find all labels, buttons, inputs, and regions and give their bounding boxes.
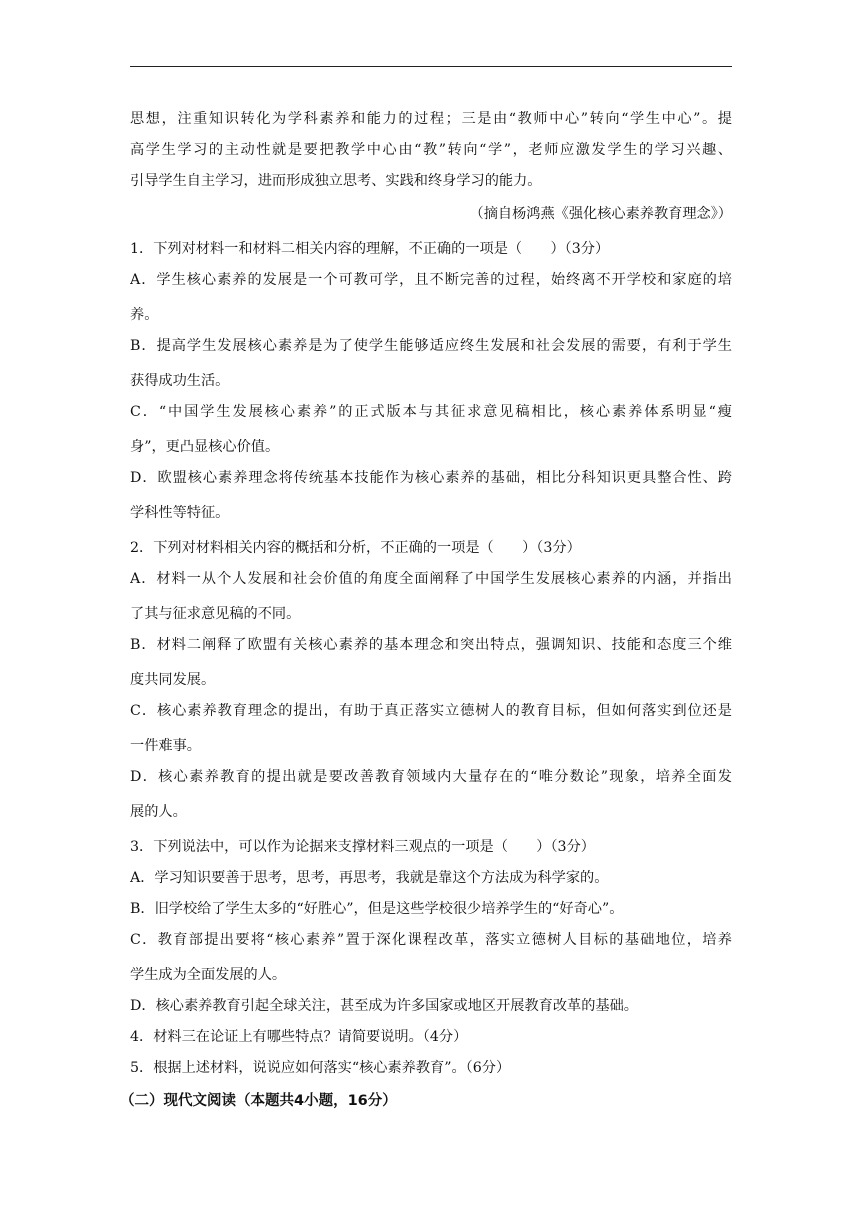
option-b bbox=[130, 331, 732, 397]
question-stem: 2．下列对材料相关内容的概括和分析，不正确的一项是（ ）（3分） bbox=[130, 540, 581, 556]
option-line: 身”，更凸显核心价值。 bbox=[130, 439, 280, 455]
option-line: 度共同发展。 bbox=[130, 672, 216, 688]
option-line: A．学生核心素养的发展是一个可教可学，且不断完善的过程，始终离不开学校和家庭的培 bbox=[130, 272, 732, 288]
question-5: 5．根据上述材料，说说应如何落实“核心素养教育”。（6分） bbox=[130, 1060, 511, 1076]
option-line: C．教育部提出要将“核心素养”置于深化课程改革，落实立德树人目标的基础地位，培养 bbox=[130, 932, 732, 948]
option-a bbox=[130, 564, 732, 630]
option-c bbox=[130, 925, 732, 991]
section-heading: （二）现代文阅读（本题共4小题，16分） bbox=[120, 1093, 397, 1109]
question-1 bbox=[130, 234, 732, 529]
option-line: A．材料一从个人发展和社会价值的角度全面阐释了中国学生发展核心素养的内涵，并指出 bbox=[130, 571, 732, 587]
question-4: 4．材料三在论证上有哪些特点？请简要说明。（4分） bbox=[130, 1029, 468, 1045]
question-stem: 1．下列对材料一和材料二相关内容的理解，不正确的一项是（ ）（3分） bbox=[130, 241, 610, 257]
option-line: D．核心素养教育的提出就是要改善教育领域内大量存在的“唯分数论”现象，培养全面发 bbox=[130, 769, 732, 785]
intro-line: 引导学生自主学习，进而形成独立思考、实践和终身学习的能力。 bbox=[130, 173, 542, 189]
option-line: 获得成功生活。 bbox=[130, 373, 230, 389]
option-a bbox=[130, 863, 732, 894]
option-line: B．材料二阐释了欧盟有关核心素养的基本理念和突出特点，强调知识、技能和态度三个维 bbox=[130, 637, 732, 653]
option-line: 一件难事。 bbox=[130, 738, 201, 754]
option-line: 展的人。 bbox=[130, 804, 187, 820]
option-line: B．旧学校给了学生太多的“好胜心”，但是这些学校很少培养学生的“好奇心”。 bbox=[130, 901, 624, 917]
option-line: 学科性等特征。 bbox=[130, 505, 230, 521]
option-d bbox=[130, 762, 732, 828]
option-line: D．欧盟核心素养理念将传统基本技能作为核心素养的基础，相比分科知识更具整合性、跨 bbox=[130, 470, 732, 486]
option-c bbox=[130, 696, 732, 762]
document-body bbox=[120, 104, 732, 1117]
option-a bbox=[130, 265, 732, 331]
option-line: 了其与征求意见稿的不同。 bbox=[130, 606, 301, 622]
intro-line: 高学生学习的主动性就是要把教学中心由“教”转向“学”，老师应激发学生的学习兴趣、 bbox=[130, 142, 732, 158]
option-line: C．“中国学生发展核心素养”的正式版本与其征求意见稿相比，核心素养体系明显“瘦 bbox=[130, 404, 732, 420]
option-c bbox=[130, 397, 732, 463]
intro-paragraph bbox=[130, 104, 732, 197]
option-b bbox=[130, 894, 732, 925]
option-line: 学生成为全面发展的人。 bbox=[130, 967, 287, 983]
question-stem: 3．下列说法中，可以作为论据来支撑材料三观点的一项是（ ）（3分） bbox=[130, 839, 595, 855]
option-line: C．核心素养教育理念的提出，有助于真正落实立德树人的教育目标，但如何落实到位还是 bbox=[130, 703, 732, 719]
option-line: A．学习知识要善于思考，思考，再思考，我就是靠这个方法成为科学家的。 bbox=[130, 870, 609, 886]
intro-line: 思想，注重知识转化为学科素养和能力的过程；三是由“教师中心”转向“学生中心”。提 bbox=[130, 111, 732, 127]
question-2 bbox=[130, 533, 732, 828]
option-d bbox=[130, 991, 732, 1022]
question-3 bbox=[130, 832, 732, 1022]
option-line: 养。 bbox=[130, 307, 159, 323]
option-line: D．核心素养教育引起全球关注，甚至成为许多国家或地区开展教育改革的基础。 bbox=[130, 998, 638, 1014]
source-citation: （摘自杨鸿燕《强化核心素养教育理念》） bbox=[469, 206, 732, 222]
option-d bbox=[130, 463, 732, 529]
header-rule bbox=[130, 66, 732, 67]
option-line: B．提高学生发展核心素养是为了使学生能够适应终生发展和社会发展的需要，有利于学生 bbox=[130, 338, 732, 354]
option-b bbox=[130, 630, 732, 696]
